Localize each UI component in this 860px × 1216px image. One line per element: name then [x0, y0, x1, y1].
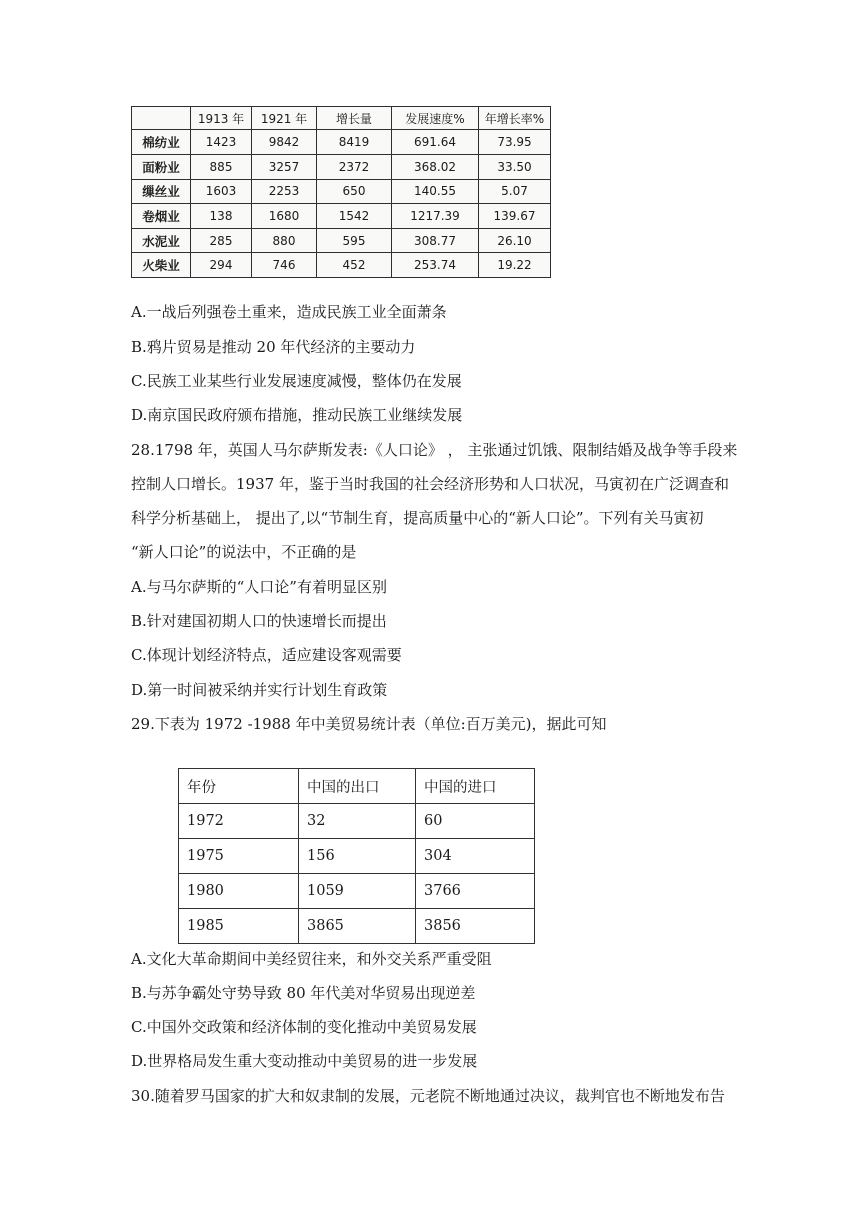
table-cell: 32: [299, 804, 416, 839]
table-row: [132, 179, 551, 204]
q28-stem-line: 28.1798 年，英国人马尔萨斯发表:《人口论》 ， 主张通过饥饿、限制结婚及战争等手段来: [131, 441, 738, 459]
q28-option-a: A.与马尔萨斯的“人口论”有着明显区别: [131, 578, 387, 596]
table-cell: 880: [252, 228, 317, 253]
table-header-cell: 发展速度%: [392, 107, 479, 130]
table-cell: 139.67: [479, 204, 551, 229]
q29-option-c: C.中国外交政策和经济体制的变化推动中美贸易发展: [131, 1018, 477, 1036]
table-header-cell: 增长量: [317, 107, 392, 130]
table-cell: 面粉业: [132, 154, 191, 179]
q28-stem-line: 科学分析基础上， 提出了,以“节制生育，提高质量中心的“新人口论”。下列有关马寅初: [131, 509, 704, 527]
table-row: [132, 204, 551, 229]
table-row: [132, 154, 551, 179]
table-cell: 156: [299, 839, 416, 874]
q28-option-c: C.体现计划经济特点，适应建设客观需要: [131, 646, 402, 664]
table-cell: 2253: [252, 179, 317, 204]
q28-option-d: D.第一时间被采纳并实行计划生育政策: [131, 681, 388, 699]
table-cell: 253.74: [392, 253, 479, 278]
industry-growth-table: [131, 106, 551, 278]
table-cell: 9842: [252, 130, 317, 155]
table-cell: 73.95: [479, 130, 551, 155]
q30-stem-line: 30.随着罗马国家的扩大和奴隶制的发展，元老院不断地通过决议，裁判官也不断地发布告: [131, 1087, 725, 1105]
table-cell: 308.77: [392, 228, 479, 253]
table-cell: 60: [416, 804, 535, 839]
table-cell: 650: [317, 179, 392, 204]
table-cell: 1059: [299, 874, 416, 909]
table-cell: 368.02: [392, 154, 479, 179]
table-cell: 294: [191, 253, 252, 278]
table-cell: 1680: [252, 204, 317, 229]
q29-option-a: A.文化大革命期间中美经贸往来，和外交关系严重受阻: [131, 950, 492, 968]
table-row: [132, 228, 551, 253]
table-cell: 3766: [416, 874, 535, 909]
table-cell: 746: [252, 253, 317, 278]
table-cell: 卷烟业: [132, 204, 191, 229]
table-row: [132, 253, 551, 278]
table-cell: 1542: [317, 204, 392, 229]
q28-stem-line: “新人口论”的说法中，不正确的是: [131, 543, 357, 561]
q27-option-b: B.鸦片贸易是推动 20 年代经济的主要动力: [131, 338, 416, 356]
table-cell: 1423: [191, 130, 252, 155]
q28-option-b: B.针对建国初期人口的快速增长而提出: [131, 612, 387, 630]
q27-option-d: D.南京国民政府颁布措施，推动民族工业继续发展: [131, 406, 463, 424]
table-cell: 452: [317, 253, 392, 278]
table-header-cell: [132, 107, 191, 130]
table-header-cell: 中国的进口: [416, 769, 535, 804]
q29-option-d: D.世界格局发生重大变动推动中美贸易的进一步发展: [131, 1052, 478, 1070]
table-cell: 2372: [317, 154, 392, 179]
trade-statistics-table: [178, 768, 535, 944]
table-cell: 1975: [179, 839, 299, 874]
table-cell: 1985: [179, 909, 299, 944]
table-cell: 1972: [179, 804, 299, 839]
table-row: [179, 839, 535, 874]
table-header-cell: 年增长率%: [479, 107, 551, 130]
table-header-row: [179, 769, 535, 804]
table-cell: 26.10: [479, 228, 551, 253]
table-row: [132, 130, 551, 155]
table-cell: 285: [191, 228, 252, 253]
table-cell: 1217.39: [392, 204, 479, 229]
table-cell: 138: [191, 204, 252, 229]
table-header-row: [132, 107, 551, 130]
table-cell: 棉纺业: [132, 130, 191, 155]
industry-growth-table-scan: [131, 106, 551, 278]
q27-option-c: C.民族工业某些行业发展速度减慢，整体仍在发展: [131, 372, 462, 390]
table-row: [179, 804, 535, 839]
table-cell: 水泥业: [132, 228, 191, 253]
table-cell: 8419: [317, 130, 392, 155]
table-cell: 304: [416, 839, 535, 874]
table-cell: 3865: [299, 909, 416, 944]
table-cell: 3856: [416, 909, 535, 944]
table-row: [179, 909, 535, 944]
table-cell: 595: [317, 228, 392, 253]
table-cell: 1603: [191, 179, 252, 204]
table-header-cell: 中国的出口: [299, 769, 416, 804]
q27-option-a: A.一战后列强卷土重来，造成民族工业全面萧条: [131, 303, 447, 321]
table-cell: 33.50: [479, 154, 551, 179]
table-header-cell: 1921 年: [252, 107, 317, 130]
table-cell: 140.55: [392, 179, 479, 204]
table-cell: 火柴业: [132, 253, 191, 278]
table-header-cell: 年份: [179, 769, 299, 804]
q29-option-b: B.与苏争霸处守势导致 80 年代美对华贸易出现逆差: [131, 984, 476, 1002]
table-cell: 5.07: [479, 179, 551, 204]
table-row: [179, 874, 535, 909]
q29-stem: 29.下表为 1972 -1988 年中美贸易统计表（单位:百万美元)，据此可知: [131, 715, 607, 733]
table-cell: 3257: [252, 154, 317, 179]
q28-stem-line: 控制人口增长。1937 年，鉴于当时我国的社会经济形势和人口状况，马寅初在广泛调查和: [131, 475, 729, 493]
table-cell: 19.22: [479, 253, 551, 278]
table-cell: 691.64: [392, 130, 479, 155]
table-cell: 缫丝业: [132, 179, 191, 204]
table-cell: 1980: [179, 874, 299, 909]
table-cell: 885: [191, 154, 252, 179]
table-header-cell: 1913 年: [191, 107, 252, 130]
